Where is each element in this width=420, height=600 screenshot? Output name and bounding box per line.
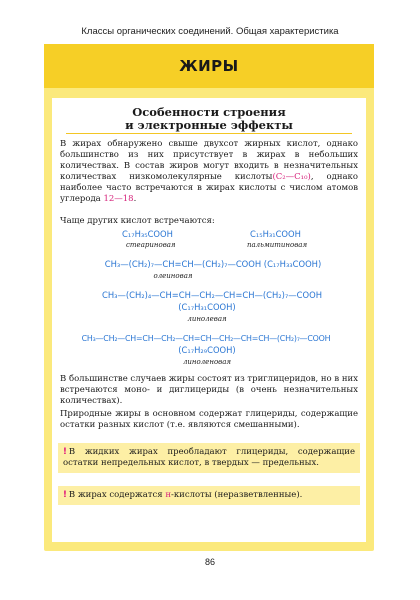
section-title (52, 106, 366, 132)
note-normal-acids-text-a: В жирах содержатся (68, 490, 166, 500)
oleic-name: олеиновая (153, 272, 193, 280)
section-title-line-2: и электронные эффекты (125, 118, 293, 132)
intro-highlight-range: (С₂—С₁₀) (272, 172, 311, 182)
linolenic-formula-line-1: CH₃—CH₂—CH=CH—CH₂—CH=CH—CH₂—CH=CH—(CH₂)₇—COOH (81, 334, 331, 343)
linoleic-name: линолевая (187, 315, 227, 323)
running-title: Классы органических соединений. Общая характеристика (81, 26, 339, 37)
linoleic-formula-line-1: CH₃—(CH₂)₄—CH=CH—CH₂—CH=CH—(CH₂)₇—COOH (102, 290, 322, 300)
stearic-formula: C₁₇H₃₅COOH (122, 229, 173, 239)
intro-paragraph (60, 139, 358, 205)
section-title-line-1: Особенности строения (132, 105, 286, 119)
chapter-frame (44, 44, 374, 551)
acids-lead: Чаще других кислот встречаются: (60, 216, 215, 226)
linoleic-formula-line-2: (C₁₇H₃₁COOH) (178, 302, 236, 312)
linolenic-formula-line-2: (C₁₇H₂₉COOH) (178, 345, 236, 355)
section-rule (66, 133, 352, 134)
intro-text-a: В жирах обнаружено свыше двухсот жирных кислот, однако большинство из них присутствует в жирах в небольших количествах. В состав жиров могут входить в незначительных количествах низкомолекулярные кислоты (60, 139, 358, 182)
intro-text-c: . (133, 194, 137, 204)
palmitic-name: пальмитиновая (247, 241, 308, 249)
exclamation-icon: ! (63, 490, 67, 500)
note-liquid-fats (58, 443, 360, 473)
intro-text-b: , однако наиболее часто встречаются в жирах кислоты с числом атомов углерода (60, 172, 358, 204)
linolenic-name: линоленовая (182, 358, 232, 366)
note-liquid-fats-text: В жидких жирах преобладают глицериды, содержащие остатки непредельных кислот, в твердых — предельных. (63, 447, 355, 468)
triglycerides-paragraph: В большинстве случаев жиры состоят из триглицеридов, но в них встречаются моно- и диглицериды (в очень незначительных количествах). (60, 374, 358, 406)
content-panel (52, 98, 366, 542)
note-normal-acids-text-b: -кислоты (неразветвленные). (171, 490, 303, 500)
note-normal-acids (58, 486, 360, 505)
palmitic-formula: C₁₅H₃₁COOH (250, 229, 301, 239)
exclamation-icon: ! (63, 447, 67, 457)
stearic-name: стеариновая (126, 241, 176, 249)
page-number: 86 (204, 557, 215, 567)
note-normal-acids-highlight: н (165, 490, 171, 500)
oleic-formula: CH₃—(CH₂)₇—CH=CH—(CH₂)₇—COOH (C₁₇H₃₃COOH) (104, 259, 322, 269)
chapter-title: ЖИРЫ (44, 44, 374, 88)
intro-highlight-carbons: 12—18 (103, 194, 134, 204)
mixed-glycerides-paragraph: Природные жиры в основном содержат глицериды, содержащие остатки разных кислот (т.е. являются смешанными). (60, 409, 358, 430)
